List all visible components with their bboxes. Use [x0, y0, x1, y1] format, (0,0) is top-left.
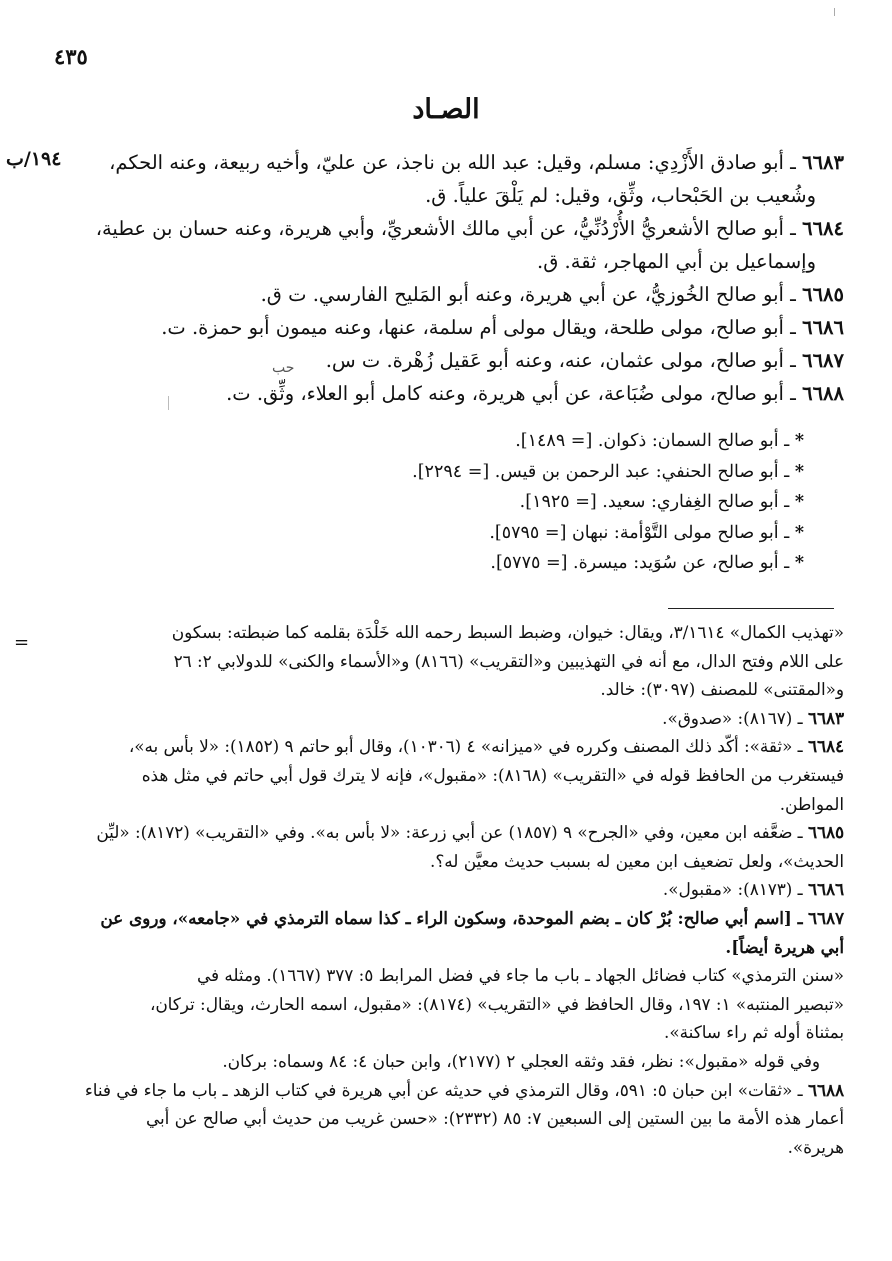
footnote-item: [66, 904, 844, 1076]
cross-reference-text: ـ أبو صالح مولى التَّوْأمة: نبهان [= ٥٧٩٥].: [489, 522, 790, 543]
scan-edge-mark: [834, 8, 835, 16]
star-marker: *: [794, 461, 804, 482]
entry-item: [70, 377, 844, 410]
entry-number: ٦٦٨٦: [802, 316, 844, 339]
entry-text: ـ أبو صادق الأَزْدِي: مسلم، وقيل: عبد الله بن ناجذ، عن عليّ، وأخيه ربيعة، وعنه الحكم،: [109, 151, 796, 174]
cross-reference-text: ـ أبو صالح السمان: ذكوان. [= ١٤٨٩].: [515, 431, 790, 451]
entry-item: [70, 212, 844, 278]
entry-item: [70, 311, 844, 344]
footnote-line: على اللام وفتح الدال، مع أنه في التهذيبين و«التقريب» (٨١٦٦) و«الأسماء والكنى» للدولابي ٢: ٢٦: [173, 650, 844, 671]
entry-text: ـ أبو صالح الخُوزيُّ، عن أبي هريرة، وعنه أبو المَليح الفارسي. ت ق.: [260, 283, 796, 306]
entry-text-continued: وشُعيب بن الحَبْحاب، وثِّق، وقيل: لم يَلْقَ علياً. ق.: [425, 184, 816, 207]
footnote-line: هريرة».: [787, 1136, 844, 1157]
continuation-marker: =: [14, 632, 30, 653]
footnote-item: [66, 704, 844, 733]
entry-item: [70, 278, 844, 311]
entries-list: [70, 146, 844, 410]
star-marker: *: [794, 492, 804, 512]
footnote-number: ٦٦٨٤: [807, 736, 844, 757]
entry-text: ـ أبو صالح الأشعريُّ الأُرْدُنِّيُّ، عن أبي مالك الأشعريِّ، وأبي هريرة، وعنه حسان بن عطية،: [95, 217, 796, 240]
entry-number: ٦٦٨٧: [802, 349, 844, 372]
page-number: ٤٣٥: [54, 44, 88, 69]
footnote-line: ـ (٨١٦٧): «صدوق».: [662, 707, 803, 728]
cross-references: [70, 426, 844, 579]
footnote-line: أعمار هذه الأمة ما بين الستين إلى السبعين ٧: ٨٥ (٢٣٣٢): «حسن غريب من حديث أبي صالح عن أبي: [146, 1108, 844, 1129]
stray-handwritten-mark: حب: [272, 360, 295, 376]
footnote-line: ـ (٨١٧٣): «مقبول».: [662, 879, 803, 900]
footnote-line: ـ ضعَّفه ابن معين، وفي «الجرح» ٩ (١٨٥٧) عن أبي زرعة: «لا بأس به». وفي «التقريب» (٨١٧٢): «ليِّن: [96, 822, 803, 843]
footnote-line: المواطن.: [779, 793, 844, 814]
footnote-line: ـ «ثقات» ابن حبان ٥: ٥٩١، وقال الترمذي في حديثه عن أبي هريرة في كتاب الزهد ـ باب ما جاء في فناء: [84, 1079, 803, 1100]
entry-text-continued: وإسماعيل بن أبي المهاجر، ثقة. ق.: [537, 250, 816, 273]
footnote-line: و«المقتنى» للمصنف (٣٠٩٧): خالد.: [600, 679, 844, 700]
footnote-line: ـ «ثقة»: أكّد ذلك المصنف وكرره في «ميزانه» ٤ (١٠٣٠٦)، وقال أبو حاتم ٩ (١٨٥٢): «لا بأس به»،: [128, 736, 803, 757]
footnotes: [14, 618, 844, 1161]
footnote-number: ٦٦٨٦: [807, 879, 844, 900]
footnote-line: «تبصير المنتبه» ١: ١٩٧، وقال الحافظ في «التقريب» (٨١٧٤): «مقبول، اسمه الحارث، ويقال: تركان،: [149, 993, 844, 1014]
footnote-line: فيستغرب من الحافظ قوله في «التقريب» (٨١٦٨): «مقبول»، فإنه لا يترك قول أبي حاتم في مثل هذه: [141, 764, 844, 785]
footnote-continued: [66, 618, 844, 704]
cross-reference-text: ـ أبو صالح الغِفاري: سعيد. [= ١٩٢٥].: [519, 492, 790, 512]
footnote-number: ٦٦٨٧: [807, 907, 844, 928]
footnote-item: [66, 875, 844, 904]
cross-reference-item: [70, 548, 844, 579]
footnote-number: ٦٦٨٣: [807, 707, 844, 728]
footnote-line: وفي قوله «مقبول»: نظر، فقد وثقه العجلي ٢ (٢١٧٧)، وابن حبان ٤: ٨٤ وسماه: بركان.: [222, 1050, 820, 1071]
footnote-line-bold: أبي هريرة أيضاً].: [725, 936, 844, 957]
footnote-line: «تهذيب الكمال» ٣/١٦١٤، ويقال: خيوان، وضبط السبط رحمه الله خَلْدَة بقلمه كما ضبطته: بسكون: [171, 622, 844, 642]
footnote-number: ٦٦٨٨: [807, 1079, 844, 1100]
footnote-line: «سنن الترمذي» كتاب فضائل الجهاد ـ باب ما جاء في فضل المرابط ٥: ٣٧٧ (١٦٦٧). ومثله في: [197, 965, 844, 986]
star-marker: *: [794, 431, 804, 451]
footnote-item: [66, 1076, 844, 1162]
cross-reference-item: [70, 487, 844, 518]
margin-reference: ١٩٤/ب: [6, 148, 62, 170]
entry-number: ٦٦٨٨: [802, 382, 844, 405]
entry-text: ـ أبو صالح، مولى عثمان، عنه، وعنه أبو عَقيل زُهْرة. ت س.: [325, 349, 796, 372]
footnote-item: [66, 818, 844, 875]
entry-text: ـ أبو صالح، مولى طلحة، ويقال مولى أم سلمة، عنها، وعنه ميمون أبو حمزة. ت.: [161, 316, 796, 339]
entry-number: ٦٦٨٤: [802, 217, 844, 240]
cross-reference-item: [70, 457, 844, 488]
entry-item: [70, 344, 844, 377]
entry-number: ٦٦٨٥: [802, 283, 844, 306]
entry-item: [70, 146, 844, 212]
cross-reference-text: ـ أبو صالح، عن سُوَيد: ميسرة. [= ٥٧٧٥].: [490, 553, 790, 573]
cross-reference-text: ـ أبو صالح الحنفي: عبد الرحمن بن قيس. [= ٢٢٩٤].: [412, 461, 790, 482]
cross-reference-item: [70, 518, 844, 549]
entry-number: ٦٦٨٣: [802, 151, 844, 174]
footnote-line: بمثناة أوله ثم راء ساكنة».: [664, 1022, 844, 1043]
star-marker: *: [794, 553, 804, 573]
footnote-line-bold: ـ [اسم أبي صالح: بُرْ كان ـ بضم الموحدة، وسكون الراء ـ كذا سماه الترمذي في «جامعه»، وروى عن: [100, 907, 803, 928]
footnote-line: الحديث»، ولعل تضعيف ابن معين له بسبب حديث معيَّن له؟.: [430, 850, 844, 871]
entry-text: ـ أبو صالح، مولى ضُبَاعة، عن أبي هريرة، وعنه كامل أبو العلاء، وثِّق. ت.: [226, 382, 796, 405]
section-title: الصـاد: [412, 94, 480, 125]
separator-line: [668, 608, 834, 609]
star-marker: *: [794, 522, 804, 543]
cross-reference-item: [70, 426, 844, 457]
footnote-item: [66, 732, 844, 818]
footnote-number: ٦٦٨٥: [807, 822, 844, 843]
